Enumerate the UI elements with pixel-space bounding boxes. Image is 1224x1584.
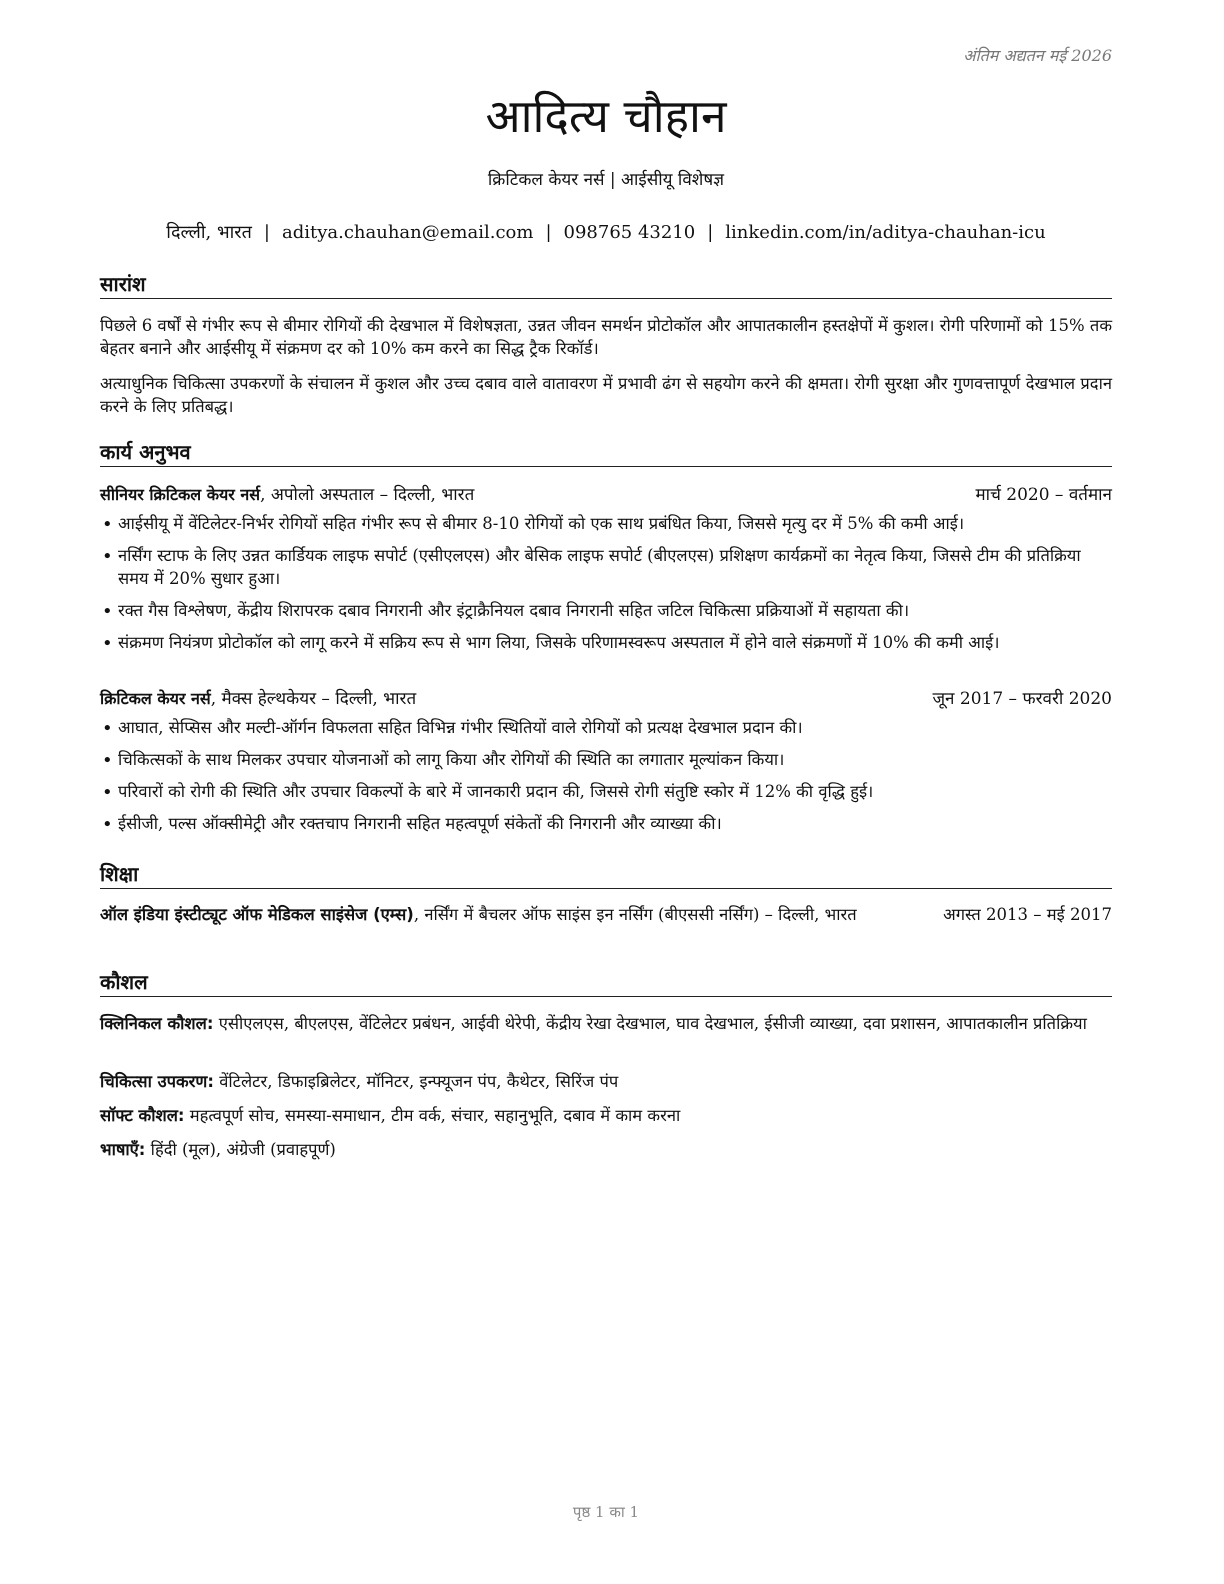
skill-row-soft: [100, 1104, 1112, 1127]
education-heading: शिक्षा: [100, 860, 1112, 889]
skill-value: महत्वपूर्ण सोच, समस्या-समाधान, टीम वर्क, संचार, सहानुभूति, दबाव में काम करना: [184, 1106, 681, 1125]
summary-paragraph-2: अत्याधुनिक चिकित्सा उपकरणों के संचालन में कुशल और उच्च दबाव वाले वातावरण में प्रभावी ढंग से सहयोग करने की क्षमता। रोगी सुरक्षा और गुणवत्तापूर्ण देखभाल प्रदान करने के लिए प्रतिबद्ध।: [100, 374, 1112, 417]
list-item: • आईसीयू में वेंटिलेटर-निर्भर रोगियों सहित गंभीर रूप से बीमार 8-10 रोगियों को एक साथ प्रबंधित किया, जिससे मृत्यु दर में 5% की कमी आई।: [100, 512, 1112, 535]
education-dates: अगस्त 2013 – मई 2017: [943, 905, 1112, 924]
contact-line: [100, 220, 1112, 244]
list-item: • आघात, सेप्सिस और मल्टी-ऑर्गन विफलता सहित विभिन्न गंभीर स्थितियों वाले रोगियों को प्रत्यक्ष देखभाल प्रदान की।: [100, 716, 1112, 739]
contact-linkedin[interactable]: linkedin.com/in/aditya-chauhan-icu: [725, 222, 1046, 243]
education-institution: ऑल इंडिया इंस्टीट्यूट ऑफ मेडिकल साइंसेज (एम्स): [100, 905, 414, 924]
contact-separator: |: [707, 222, 714, 243]
job-dates: मार्च 2020 – वर्तमान: [975, 485, 1112, 505]
job-bullets-1: [100, 512, 1112, 663]
summary-paragraph-1: पिछले 6 वर्षों से गंभीर रूप से बीमार रोगियों की देखभाल में विशेषज्ञता, उन्नत जीवन समर्थन प्रोटोकॉल और आपातकालीन हस्तक्षेपों में कुशल। रोगी परिणामों को 15% तक बेहतर बनाने और आईसीयू में संक्रमण दर को 10% कम करने का सिद्ध ट्रैक रिकॉर्ड।: [100, 316, 1112, 359]
list-item: • चिकित्सकों के साथ मिलकर उपचार योजनाओं को लागू किया और रोगियों की स्थिति का लगातार मूल्यांकन किया।: [100, 748, 1112, 771]
job-bullets-2: [100, 716, 1112, 844]
contact-phone: 098765 43210: [563, 222, 696, 243]
list-item: • रक्त गैस विश्लेषण, केंद्रीय शिरापरक दबाव निगरानी और इंट्राक्रैनियल दबाव निगरानी सहित जटिल चिकित्सा प्रक्रियाओं में सहायता की।: [100, 599, 1112, 622]
skill-row-equipment: [100, 1070, 1112, 1093]
education-degree: , नर्सिंग में बैचलर ऑफ साइंस इन नर्सिंग (बीएससी नर्सिंग) – दिल्ली, भारत: [413, 905, 857, 924]
contact-separator: |: [263, 222, 270, 243]
skills-heading: कौशल: [100, 968, 1112, 997]
skill-label: चिकित्सा उपकरण:: [100, 1072, 214, 1091]
last-updated: अंतिम अद्यतन मई 2026: [963, 46, 1112, 65]
list-item: • परिवारों को रोगी की स्थिति और उपचार विकल्पों के बारे में जानकारी प्रदान की, जिससे रोगी संतुष्टि स्कोर में 12% की वृद्धि हुई।: [100, 780, 1112, 803]
contact-location: दिल्ली, भारत: [166, 222, 252, 243]
skill-label: क्लिनिकल कौशल:: [100, 1014, 214, 1033]
resume-page: [100, 0, 1112, 1584]
job-header-2: [100, 686, 1112, 709]
skill-value: एसीएलएस, बीएलएस, वेंटिलेटर प्रबंधन, आईवी थेरेपी, केंद्रीय रेखा देखभाल, घाव देखभाल, ईसीजी व्याख्या, दवा प्रशासन, आपातकालीन प्रतिक्रिया: [213, 1014, 1087, 1033]
contact-separator: |: [545, 222, 552, 243]
skill-label: भाषाएँ:: [100, 1140, 146, 1159]
contact-email[interactable]: aditya.chauhan@email.com: [281, 222, 534, 243]
skill-value: हिंदी (मूल), अंग्रेजी (प्रवाहपूर्ण): [145, 1140, 336, 1159]
skill-value: वेंटिलेटर, डिफाइब्रिलेटर, मॉनिटर, इन्फ्यूजन पंप, कैथेटर, सिरिंज पंप: [213, 1072, 619, 1091]
job-employer: , मैक्स हेल्थकेयर – दिल्ली, भारत: [210, 689, 417, 709]
list-item: • ईसीजी, पल्स ऑक्सीमेट्री और रक्तचाप निगरानी सहित महत्वपूर्ण संकेतों की निगरानी और व्याख्या की।: [100, 812, 1112, 835]
summary-heading: सारांश: [100, 270, 1112, 299]
education-entry: [100, 903, 1112, 926]
headline: क्रिटिकल केयर नर्स | आईसीयू विशेषज्ञ: [487, 170, 725, 190]
job-dates: जून 2017 – फरवरी 2020: [932, 689, 1112, 709]
job-role: सीनियर क्रिटिकल केयर नर्स: [100, 485, 261, 504]
skill-row-languages: [100, 1138, 1112, 1161]
skill-row-clinical: [100, 1012, 1112, 1035]
job-header-1: [100, 482, 1112, 505]
experience-heading: कार्य अनुभव: [100, 438, 1112, 467]
job-role: क्रिटिकल केयर नर्स: [100, 689, 211, 708]
list-item: • संक्रमण नियंत्रण प्रोटोकॉल को लागू करने में सक्रिय रूप से भाग लिया, जिसके परिणामस्वरूप अस्पताल में होने वाले संक्रमणों में 10% की कमी आई।: [100, 631, 1112, 654]
candidate-name: आदित्य चौहान: [485, 89, 727, 143]
job-employer: , अपोलो अस्पताल – दिल्ली, भारत: [260, 485, 475, 505]
skill-label: सॉफ्ट कौशल:: [100, 1106, 185, 1125]
list-item: • नर्सिंग स्टाफ के लिए उन्नत कार्डियक लाइफ सपोर्ट (एसीएलएस) और बेसिक लाइफ सपोर्ट (बीएलएस) प्रशिक्षण कार्यक्रमों का नेतृत्व किया, जिससे टीम की प्रतिक्रिया समय में 20% सुधार हुआ।: [100, 544, 1112, 590]
page-number: पृष्ठ 1 का 1: [572, 1503, 640, 1521]
